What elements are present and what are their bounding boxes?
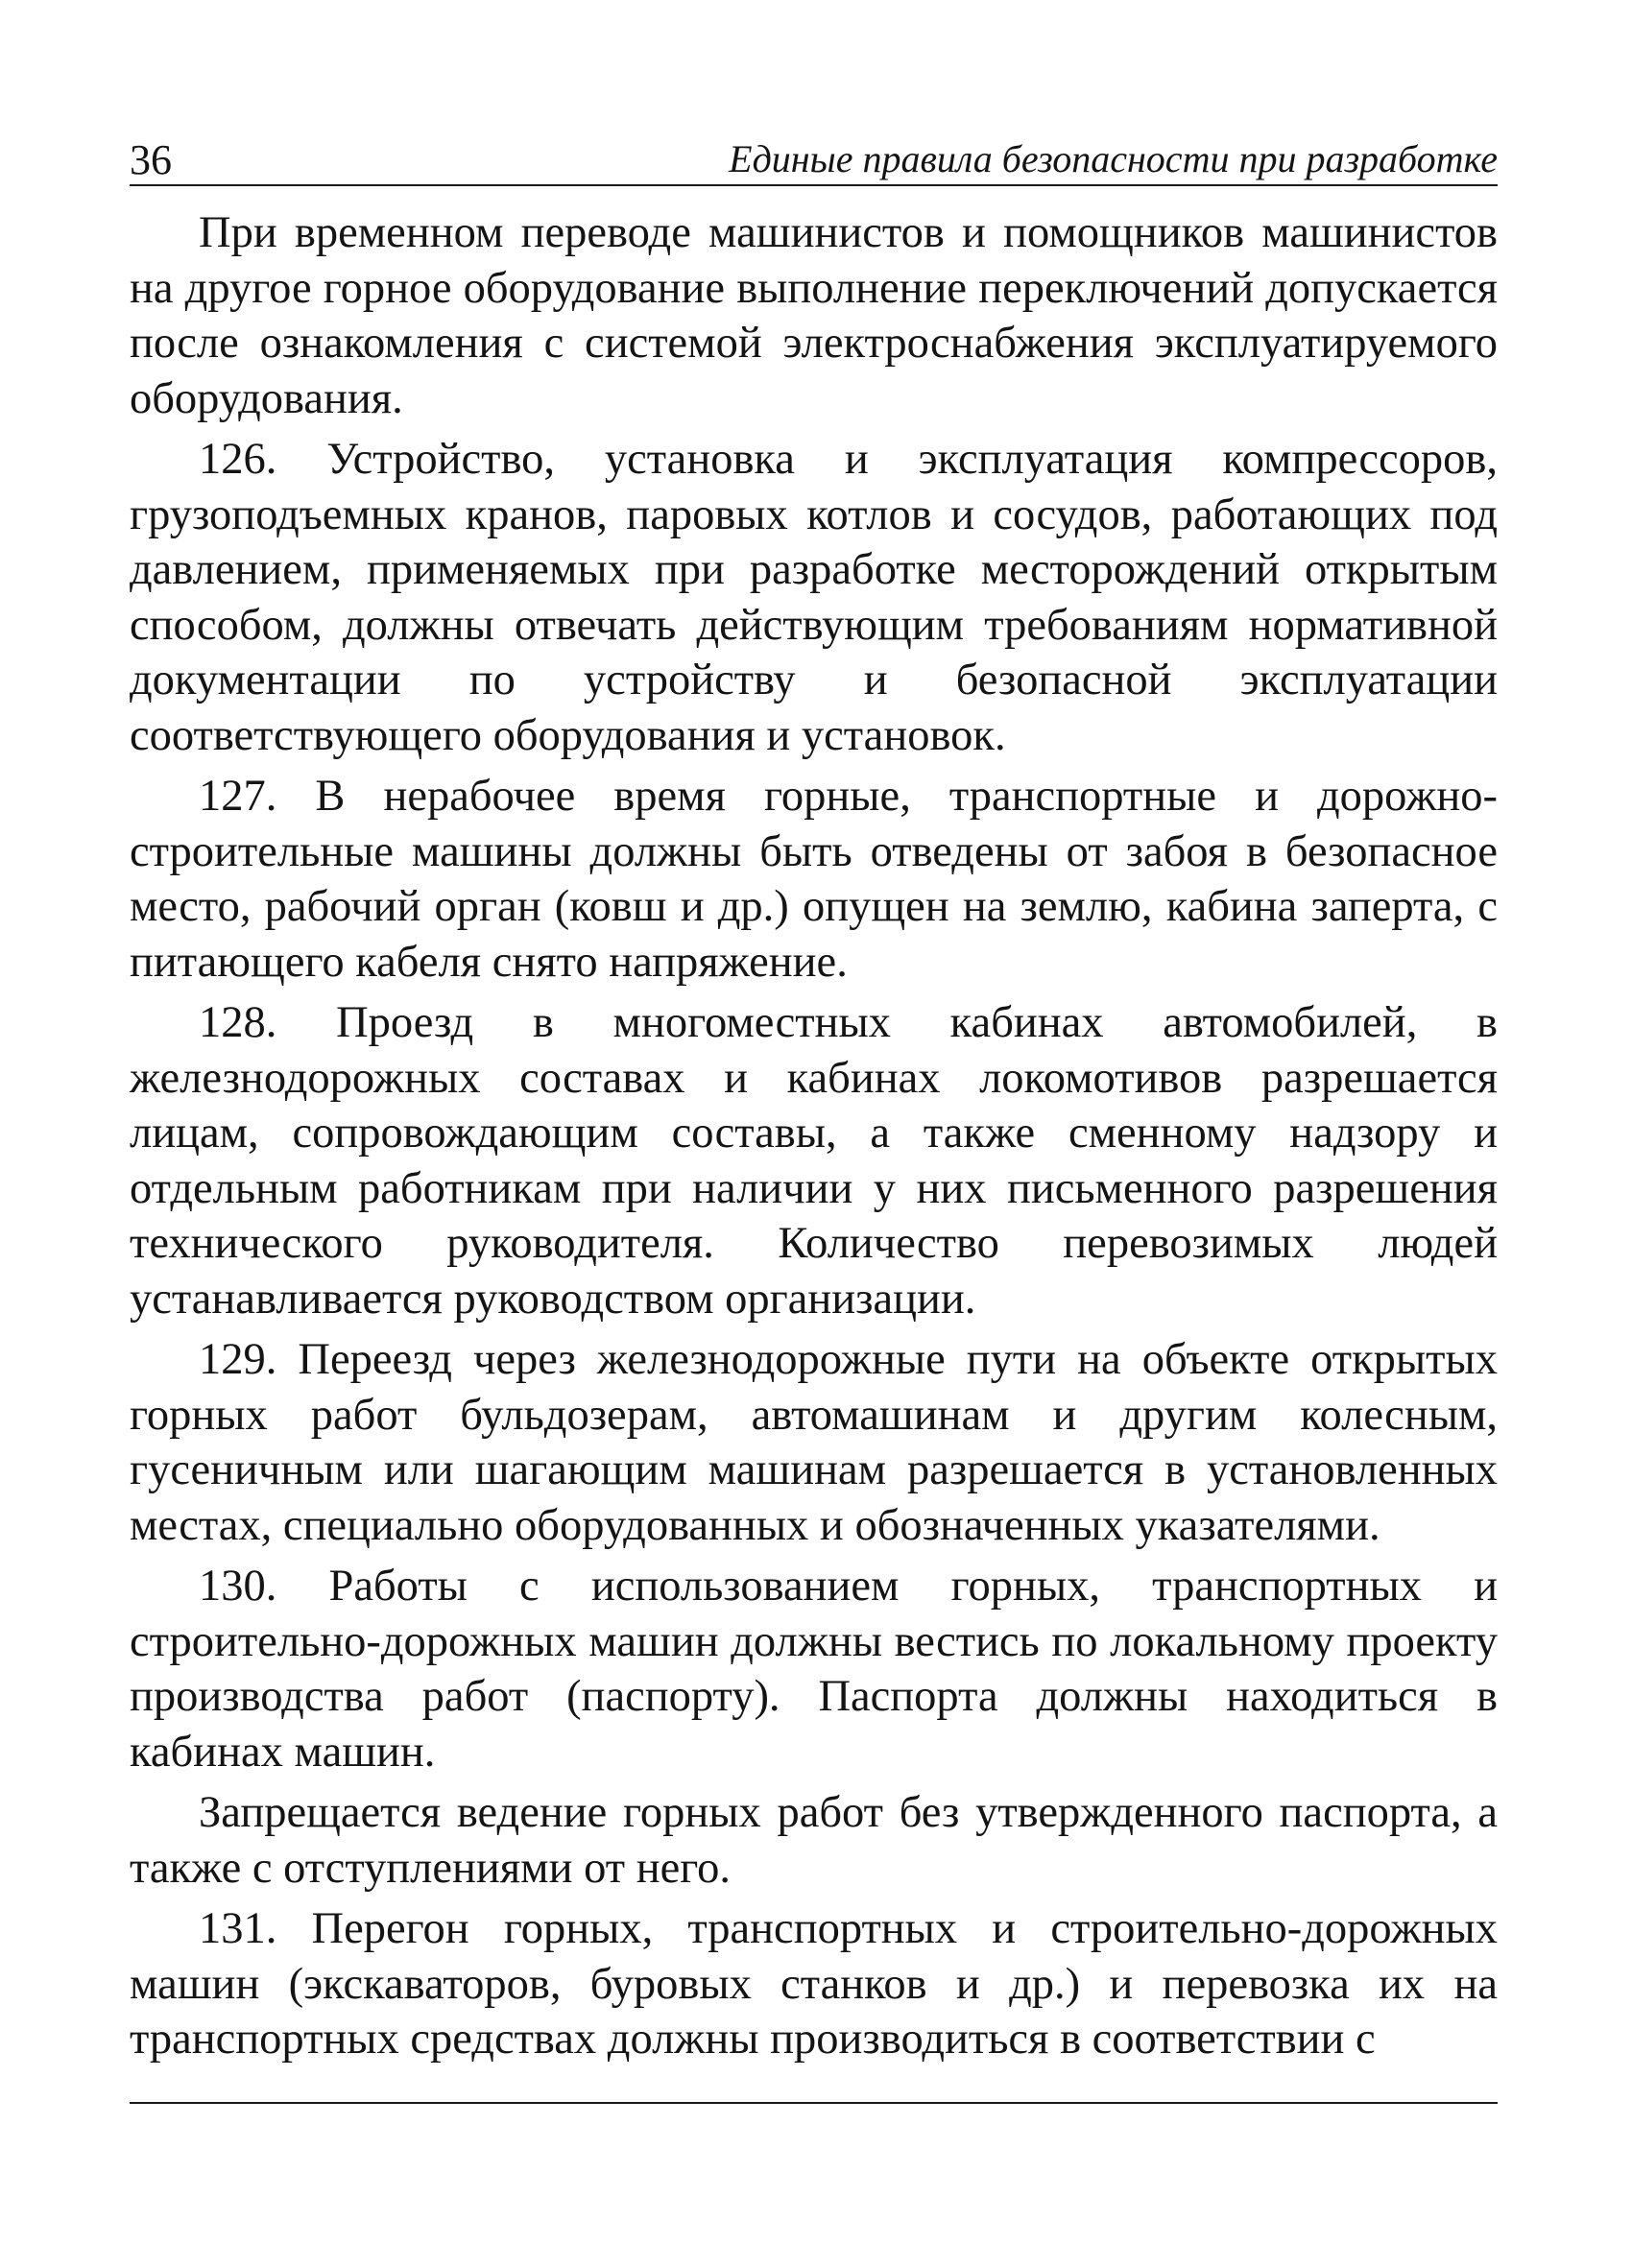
paragraph-130-continued: Запрещается ведение горных работ без утвержденного паспорта, а также с отступлениями от него.: [130, 1788, 1498, 1893]
paragraph-131: 131. Перегон горных, транспортных и строительно-дорожных машин (экскаваторов, буровых станков и др.) и перевозка их на транспортных средствах должны производиться в соответствии с: [130, 1904, 1498, 2064]
page-number: 36: [130, 136, 172, 183]
paragraph: При временном переводе машинистов и помощников машинистов на другое горное оборудование выполнение переключений допускается после ознакомления с системой электроснабжения эксплуатируемого оборудования.: [130, 208, 1498, 423]
running-header: [130, 136, 1498, 186]
footer-divider: [130, 2102, 1498, 2104]
paragraph-126: 126. Устройство, установка и эксплуатация компрессоров, грузоподъемных кранов, паровых котлов и сосудов, работающих под давлением, применяемых при разработке месторождений открытым способом, должны отвечать действующим требованиям нормативной документации по устройству и безопасной эксплуатации соответствующего оборудования и установок.: [130, 435, 1498, 760]
paragraph-128: 128. Проезд в многоместных кабинах автомобилей, в железнодорожных составах и кабинах локомотивов разрешается лицам, сопровождающим составы, а также сменному надзору и отдельным работникам при наличии у них письменного разрешения технического руководителя. Количество перевозимых людей устанавливается руководством организации.: [130, 998, 1498, 1324]
body-text: [130, 205, 1498, 2067]
paragraph-127: 127. В нерабочее время горные, транспортные и дорожно-строительные машины должны быть отведены от забоя в безопасное место, рабочий орган (ковш и др.) опущен на землю, кабина заперта, с питающего кабеля снято напряжение.: [130, 772, 1498, 987]
paragraph-130: 130. Работы с использованием горных, транспортных и строительно-дорожных машин должны вестись по локальному проекту производства работ (паспорту). Паспорта должны находиться в кабинах машин.: [130, 1562, 1498, 1777]
paragraph-129: 129. Переезд через железнодорожные пути на объекте открытых горных работ бульдозерам, автомашинам и другим колесным, гусеничным или шагающим машинам разрешается в установленных местах, специально оборудованных и обозначенных указателями.: [130, 1335, 1498, 1550]
running-title: Единые правила безопасности при разработке: [729, 137, 1498, 180]
